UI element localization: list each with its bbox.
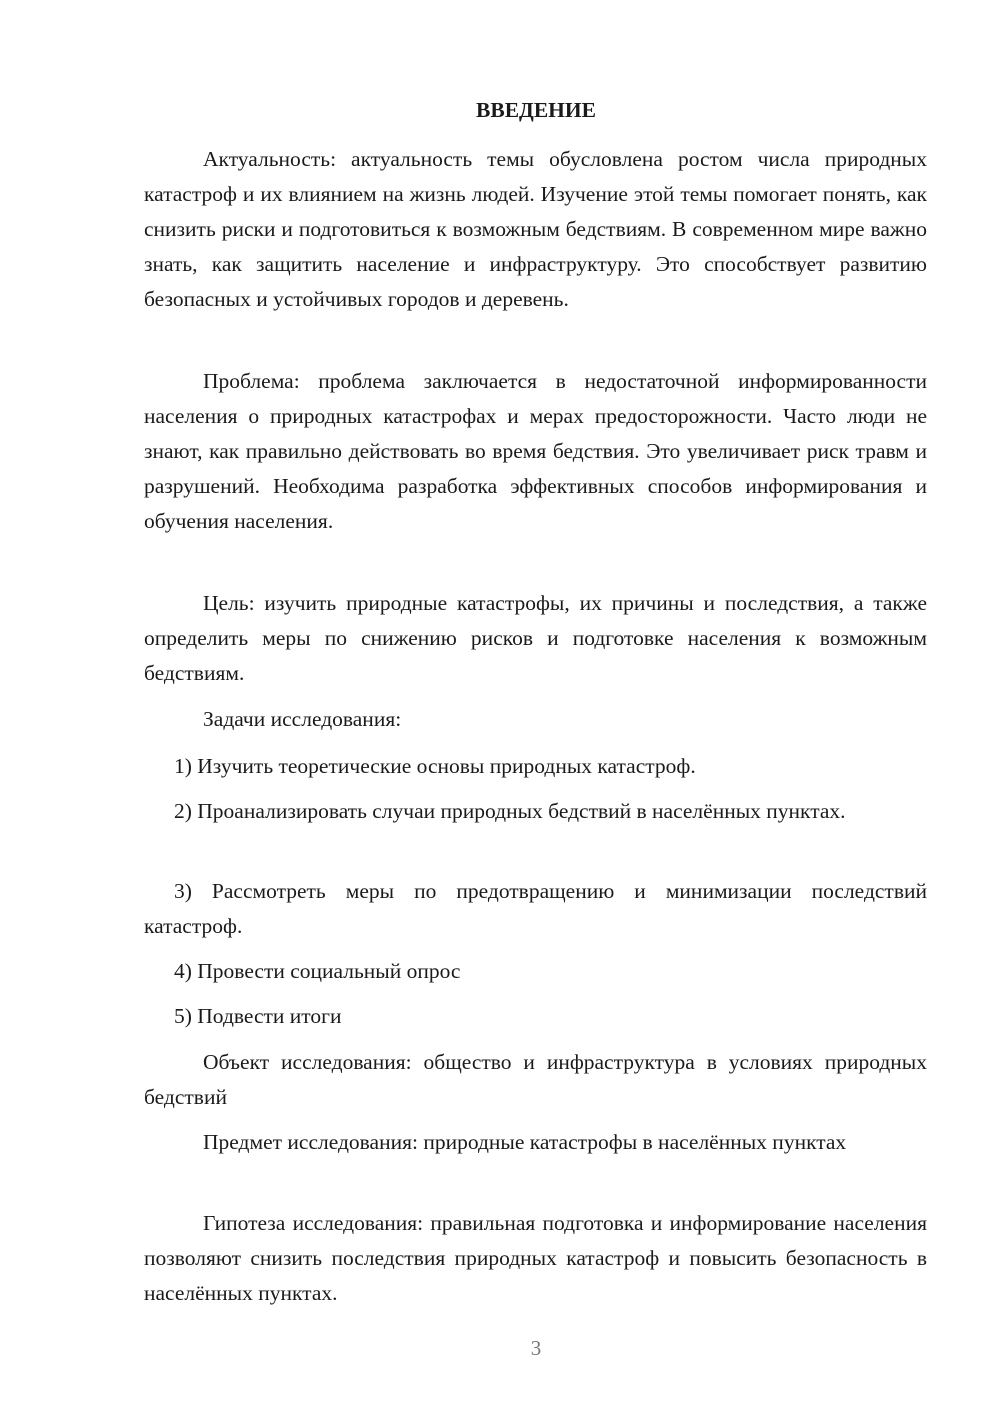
paragraph-relevance: Актуальность: актуальность темы обусловлена ростом числа природных катастроф и их влиянием на жизнь людей. Изучение этой темы помогает понять, как снизить риски и подготовиться к возможным бедствиям. В современном мире важно знать, как защитить население и инфраструктуру. Это способствует развитию безопасных и устойчивых городов и деревень. bbox=[144, 147, 927, 311]
task-item-5: 5) Подвести итоги bbox=[174, 1004, 342, 1028]
paragraph-hypothesis: Гипотеза исследования: правильная подготовка и информирование населения позволяют снизить последствия природных катастроф и повысить безопасность в населённых пунктах. bbox=[144, 1211, 927, 1305]
task-item-3: 3) Рассмотреть меры по предотвращению и минимизации последствий катастроф. bbox=[144, 879, 927, 938]
tasks-heading: Задачи исследования: bbox=[203, 707, 402, 731]
task-item-4: 4) Провести социальный опрос bbox=[174, 959, 461, 983]
paragraph-object: Объект исследования: общество и инфраструктура в условиях природных бедствий bbox=[144, 1050, 927, 1109]
paragraph-problem: Проблема: проблема заключается в недостаточной информированности населения о природных катастрофах и мерах предосторожности. Часто люди не знают, как правильно действовать во время бедствия. Это увеличивает риск травм и разрушений. Необходима разработка эффективных способов информирования и обучения населения. bbox=[144, 369, 927, 533]
paragraph-goal: Цель: изучить природные катастрофы, их причины и последствия, а также определить меры по снижению рисков и подготовке населения к возможным бедствиям. bbox=[144, 591, 927, 685]
paragraph-subject: Предмет исследования: природные катастрофы в населённых пунктах bbox=[203, 1130, 847, 1154]
task-item-1: 1) Изучить теоретические основы природных катастроф. bbox=[174, 754, 696, 778]
page-title: ВВЕДЕНИЕ bbox=[476, 98, 596, 122]
task-item-2: 2) Проанализировать случаи природных бедствий в населённых пунктах. bbox=[174, 799, 846, 823]
page-number: 3 bbox=[530, 1336, 542, 1360]
